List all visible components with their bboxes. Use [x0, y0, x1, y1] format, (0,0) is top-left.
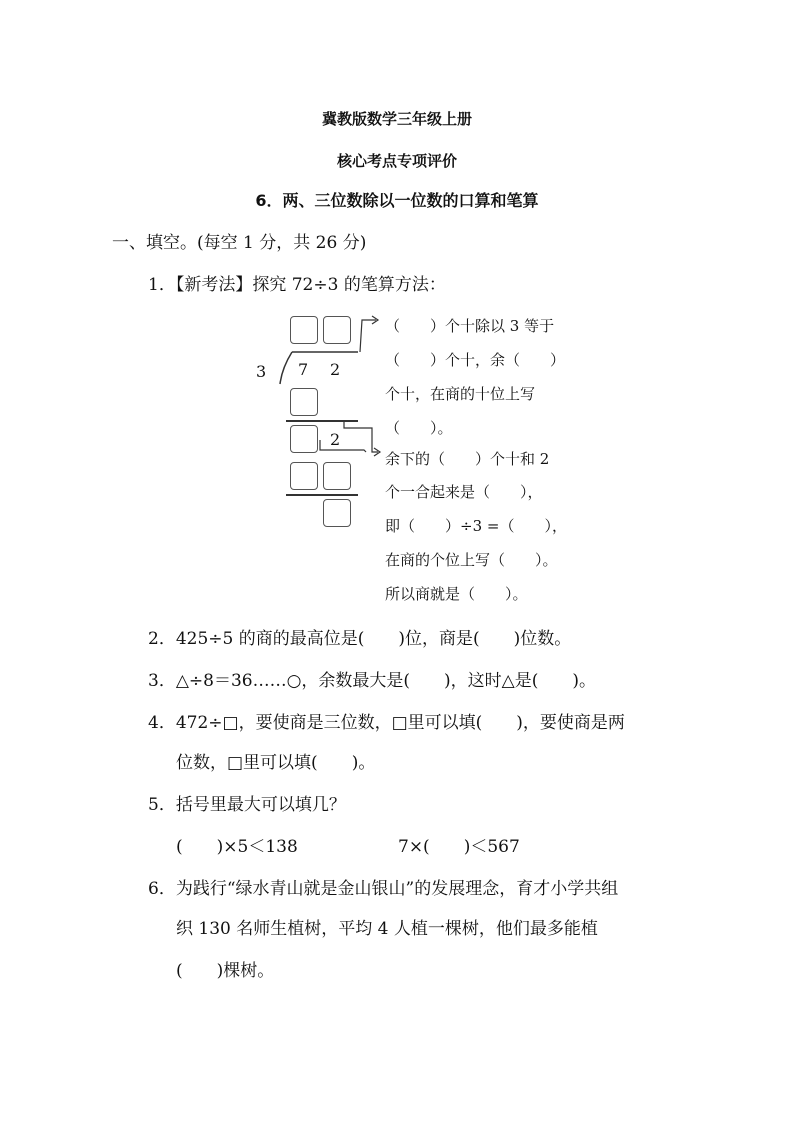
q1-desc-line: 在商的个位上写（ ）。 [385, 551, 558, 569]
q1-desc-line: （ ）个十，余（ ） [385, 351, 566, 369]
q1-desc-line: 个十，在商的十位上写 [385, 385, 536, 403]
question-6-line-3: ( )棵树。 [176, 961, 275, 981]
q1-desc-line: （ ）。 [385, 419, 453, 437]
subtraction-line-1 [286, 420, 358, 422]
question-6-line-2: 织 130 名师生植树，平均 4 人植一棵树，他们最多能植 [176, 919, 598, 939]
question-6-line-1: 6．为践行“绿水青山就是金山银山”的发展理念，育才小学共组 [148, 879, 619, 899]
document-title: 冀教版数学三年级上册 [321, 110, 472, 128]
product2-tens-box[interactable] [290, 462, 318, 490]
subtraction-line-2 [286, 494, 358, 496]
product-tens-box[interactable] [290, 388, 318, 416]
q1-desc-line: （ ）个十除以 3 等于 [385, 317, 555, 335]
question-5-part-a: ( )×5＜138 [176, 837, 298, 857]
question-1: 1．【新考法】探究 72÷3 的笔算方法： [148, 275, 446, 295]
question-5-part-b: 7×( )＜567 [398, 837, 520, 857]
divisor: 3 [256, 362, 267, 381]
q1-desc-line: 个一合起来是（ ）， [385, 483, 543, 501]
product2-ones-box[interactable] [323, 462, 351, 490]
question-2: 2．425÷5 的商的最高位是( )位，商是( )位数。 [148, 629, 572, 649]
bring-down-digit: 2 [330, 430, 341, 449]
q1-desc-line: 所以商就是（ ）。 [385, 585, 528, 603]
remainder-tens-box[interactable] [290, 425, 318, 453]
question-5: 5．括号里最大可以填几？ [148, 795, 346, 815]
final-remainder-box[interactable] [323, 499, 351, 527]
section-title: 6．两、三位数除以一位数的口算和笔算 [255, 191, 539, 210]
q1-desc-line: 余下的（ ）个十和 2 [385, 450, 550, 468]
dividend-ones: 2 [330, 360, 341, 379]
dividend-tens: 7 [298, 360, 309, 379]
document-subtitle: 核心考点专项评价 [336, 152, 457, 170]
question-3: 3．△÷8＝36……○，余数最大是( )，这时△是( )。 [148, 671, 597, 691]
question-4-line-2: 位数，□里可以填( )。 [176, 753, 376, 773]
question-4-line-1: 4．472÷□，要使商是三位数，□里可以填( )，要使商是两 [148, 713, 625, 733]
section-heading: 一、填空。(每空 1 分，共 26 分) [112, 233, 367, 253]
q1-desc-line: 即（ ）÷3 =（ ）， [385, 517, 567, 535]
